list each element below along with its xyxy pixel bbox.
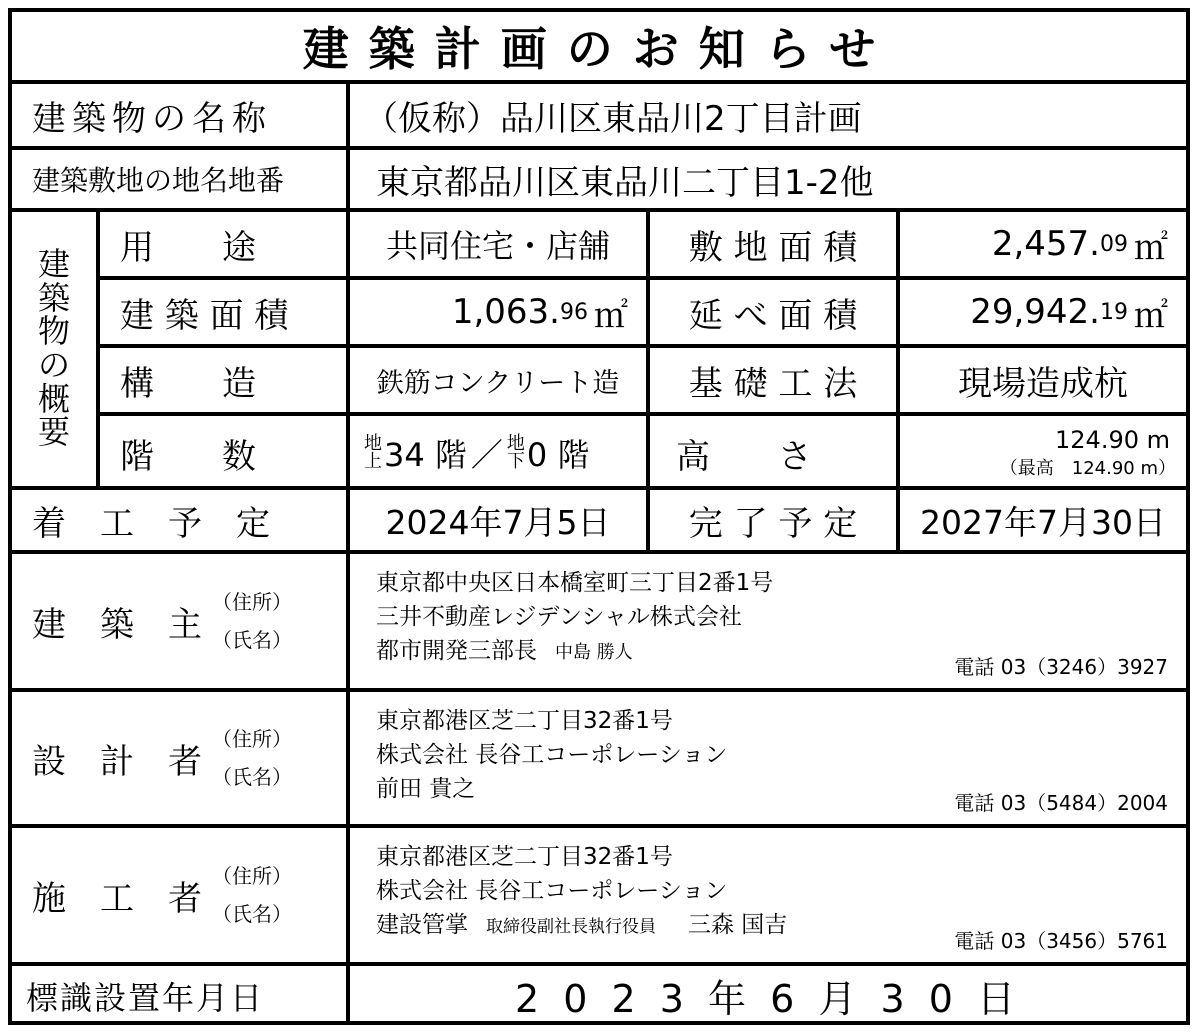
notice-board	[8, 8, 1190, 1025]
floors-below: 0 階	[526, 436, 590, 474]
site-address-label: 建築敷地の地名地番	[12, 150, 350, 208]
contractor-label: 施 工 者	[32, 878, 202, 919]
contractor-phone: 電話 03（3456）5761	[954, 929, 1168, 953]
start-label: 着 工 予 定	[12, 490, 350, 550]
owner-sub-labels	[212, 583, 292, 659]
building-name-row	[12, 84, 1186, 150]
owner-company: 三井不動産レジデンシャル株式会社	[376, 604, 742, 630]
designer-label-cell	[12, 692, 350, 824]
designer-phone: 電話 03（5484）2004	[954, 791, 1168, 815]
owner-detail	[350, 554, 1186, 688]
designer-company: 株式会社 長谷工コーポレーション	[376, 742, 728, 768]
contractor-title: 建設管掌	[376, 912, 468, 938]
overview-char: 物	[37, 312, 70, 351]
contractor-company: 株式会社 長谷工コーポレーション	[376, 878, 728, 904]
contractor-sub-labels	[212, 857, 292, 933]
contractor-sub-name: （氏名）	[212, 902, 292, 926]
contractor-role: 取締役副社長執行役員	[486, 917, 656, 937]
designer-person: 前田 貴之	[376, 776, 476, 802]
height-value	[900, 416, 1186, 490]
owner-address: 東京都中央区日本橋室町三丁目2番1号	[376, 570, 774, 596]
floor-area-number: 29,942.	[970, 292, 1100, 332]
use-value: 共同住宅・店舗	[350, 212, 650, 276]
building-area-value	[350, 280, 650, 344]
owner-title: 都市開発三部長	[376, 638, 537, 664]
floors-row	[100, 416, 1186, 490]
contractor-row	[12, 828, 1186, 966]
designer-sub-labels	[212, 720, 292, 796]
height-main: 124.90 m	[1055, 426, 1170, 454]
structure-value: 鉄筋コンクリート造	[350, 348, 650, 412]
contractor-sub-address: （住所）	[212, 864, 292, 888]
floor-area-value	[900, 280, 1186, 344]
designer-detail	[350, 692, 1186, 824]
sign-date-value: 2 0 2 3 年 6 月 3 0 日	[515, 977, 1021, 1021]
contractor-detail	[350, 828, 1186, 962]
contractor-address: 東京都港区芝二丁目32番1号	[376, 844, 673, 870]
structure-row	[100, 348, 1186, 416]
site-area-decimal: 09	[1100, 231, 1128, 257]
start-value: 2024年7月5日	[350, 490, 650, 550]
building-area-number: 1,063.	[451, 292, 560, 332]
building-area-row	[100, 280, 1186, 348]
designer-label: 設 計 者	[32, 741, 202, 782]
owner-sub-address: （住所）	[212, 590, 292, 614]
height-label: 高 さ	[650, 416, 900, 490]
owner-person: 中島 勝人	[555, 642, 633, 663]
title-row	[12, 12, 1186, 84]
designer-address: 東京都港区芝二丁目32番1号	[376, 708, 673, 734]
end-label: 完 了 予 定	[650, 490, 900, 550]
overview-char: 築	[37, 278, 70, 317]
use-label: 用 途	[100, 212, 350, 276]
floors-value	[350, 416, 650, 490]
schedule-row	[12, 490, 1186, 554]
structure-label: 構 造	[100, 348, 350, 412]
floor-area-decimal: 19	[1100, 299, 1128, 325]
site-address-value: 東京都品川区東品川二丁目1-2他	[376, 162, 874, 203]
area-unit: ㎡	[594, 295, 628, 336]
sign-date-label: 標識設置年月日	[12, 966, 350, 1025]
site-area-value	[900, 212, 1186, 276]
overview-char: 概	[37, 379, 70, 418]
site-address-row	[12, 150, 1186, 212]
area-unit: ㎡	[1134, 227, 1168, 268]
designer-sub-name: （氏名）	[212, 765, 292, 789]
building-area-label: 建 築 面 積	[100, 280, 350, 344]
owner-label: 建 築 主	[32, 604, 202, 645]
floor-area-label: 延 べ 面 積	[650, 280, 900, 344]
building-name-label: 建築物の名称	[12, 84, 350, 146]
use-row	[100, 212, 1186, 280]
floors-label: 階 数	[100, 416, 350, 490]
floors-slash: ／	[470, 436, 503, 474]
building-area-decimal: 96	[560, 299, 588, 325]
building-name-value: （仮称）品川区東品川2丁目計画	[364, 98, 862, 139]
foundation-label: 基 礎 工 法	[650, 348, 900, 412]
overview-char: 要	[37, 413, 70, 452]
overview-block	[12, 212, 1186, 490]
overview-char: 建	[37, 245, 70, 284]
designer-sub-address: （住所）	[212, 727, 292, 751]
owner-sub-name: （氏名）	[212, 628, 292, 652]
contractor-label-cell	[12, 828, 350, 962]
owner-row	[12, 554, 1186, 692]
floors-above: 34 階	[384, 436, 467, 474]
owner-phone: 電話 03（3246）3927	[954, 655, 1168, 679]
foundation-value: 現場造成杭	[958, 363, 1128, 404]
area-unit: ㎡	[1134, 295, 1168, 336]
overview-char: の	[37, 346, 70, 384]
floors-above-prefix: 地上	[364, 433, 382, 472]
end-value: 2027年7月30日	[920, 502, 1166, 542]
floors-below-prefix: 地下	[506, 433, 525, 472]
owner-label-cell	[12, 554, 350, 688]
overview-side-label	[12, 212, 100, 486]
page-title: 建築計画のお知らせ	[302, 22, 896, 76]
sign-date-row	[12, 966, 1186, 1025]
height-max: （最高 124.90 m）	[999, 458, 1176, 479]
site-area-number: 2,457.	[991, 224, 1100, 264]
contractor-person: 三森 国吉	[688, 912, 788, 938]
site-area-label: 敷 地 面 積	[650, 212, 900, 276]
designer-row	[12, 692, 1186, 828]
